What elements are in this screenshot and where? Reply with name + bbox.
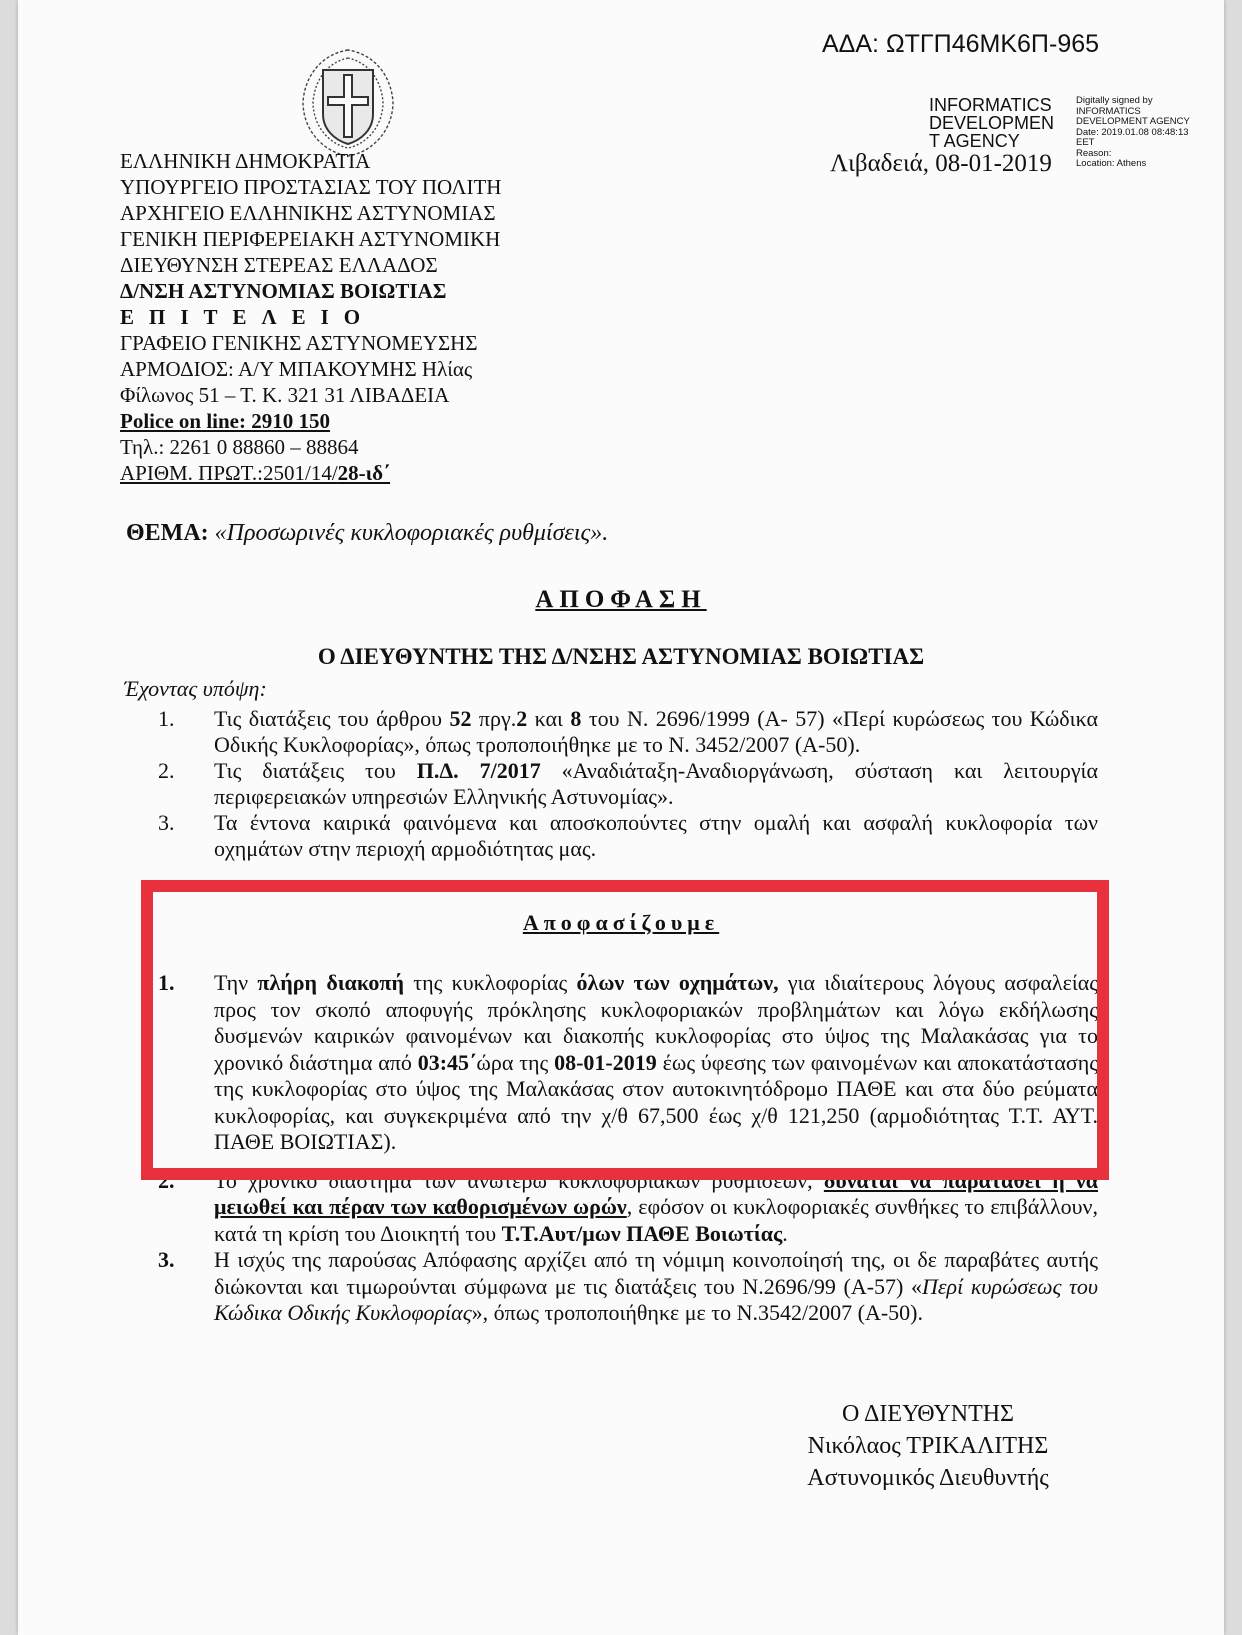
considerations-list	[158, 706, 1098, 862]
decision-item: 2. Το χρονικό διάστημα των ανωτέρω κυκλοφοριακών ρυθμίσεων, δύναται να παραταθεί ή να μειωθεί και πέραν των καθορισμένων ωρών, εφόσον οι κυκλοφοριακές συνθήκες το επιβάλλουν, κατά τη κρίση του Διοικητή του Τ.Τ.Αυτ/μων ΠΑΘΕ Βοιωτίας.	[158, 1167, 1098, 1246]
digital-signature-details: Digitally signed by INFORMATICS DEVELOPMENT AGENCY Date: 2019.01.08 08:48:13 EET Reason: Location: Athens	[1076, 95, 1190, 169]
decision-item: 3. Η ισχύς της παρούσας Απόφασης αρχίζει από τη νόμιμη κοινοποίησή της, οι δε παραβάτες αυτής διώκονται και τιμωρούνται σύμφωνα με τις διατάξεις του Ν.2696/99 (Α-57) «Περί κυρώσεως του Κώδικα Οδικής Κυκλοφορίας», όπως τροποποιήθηκε με το Ν.3542/2007 (Α-50).	[158, 1247, 1098, 1325]
resolve-title: Αποφασίζουμε	[522, 910, 720, 935]
ada-code: ΑΔΑ: ΩΤΓΠ46ΜΚ6Π-965	[822, 30, 1100, 58]
decision-item: 1. Την πλήρη διακοπή της κυκλοφορίας όλων των οχημάτων, για ιδιαίτερους λόγους ασφαλείας προς τον σκοπό αποφυγής πρόκλησης κυκλοφοριακών προβλημάτων και λόγω εκδήλωσης δυσμενών καιρικών φαινομένων και διακοπής κυκλοφορίας στο ύψος της Μαλακάσας για το χρονικό διάστημα από 03:45΄ώρα της 08-01-2019 έως ύφεσης των φαινομένων και αποκατάστασης της κυκλοφορίας στο ύψος της Μαλακάσας στον αυτοκινητόδρομο ΠΑΘΕ και στα δύο ρεύματα κυκλοφορίας, και συγκεκριμένα από την χ/θ 67,500 έως χ/θ 121,250 (αρμοδιότητας Τ.Τ. ΑΥΤ. ΠΑΘΕ ΒΟΙΩΤΙΑΣ).	[158, 970, 1098, 1154]
document-page	[18, 0, 1224, 1635]
greek-emblem-icon	[293, 44, 403, 162]
consideration-item: 2. Τις διατάξεις του Π.Δ. 7/2017 «Αναδιάταξη-Αναδιοργάνωση, σύσταση και λειτουργία περιφερειακών υπηρεσιών Ελληνικής Αστυνομίας».	[158, 758, 1098, 809]
consideration-item: 3. Τα έντονα καιρικά φαινόμενα και αποσκοπούντες στην ομαλή και ασφαλή κυκλοφορία των οχημάτων στην περιοχή αρμοδιότητας μας.	[158, 810, 1098, 861]
subject-line: ΘΕΜΑ: «Προσωρινές κυκλοφοριακές ρυθμίσεις».	[126, 520, 609, 546]
consideration-item: 1. Τις διατάξεις του άρθρου 52 πργ.2 και 8 του Ν. 2696/1999 (Α- 57) «Περί κυρώσεως του Κώδικα Οδικής Κυκλοφορίας», όπως τροποποιήθηκε με το Ν. 3452/2007 (Α-50).	[158, 706, 1099, 757]
place-date: Λιβαδειά, 08-01-2019	[830, 150, 1052, 177]
protocol-number: ΑΡΙΘΜ. ΠΡΩΤ.:2501/14/28-ιδ΄	[120, 461, 391, 485]
staff-label: ΕΠΙΤΕΛΕΙΟ	[120, 305, 376, 329]
police-online: Police on line: 2910 150	[120, 409, 330, 433]
issuer-header: ΕΛΛΗΝΙΚΗ ΔΗΜΟΚΡΑΤΙΑ ΥΠΟΥΡΓΕΙΟ ΠΡΟΣΤΑΣΙΑΣ ΤΟΥ ΠΟΛΙΤΗ ΑΡΧΗΓΕΙΟ ΕΛΛΗΝΙΚΗΣ ΑΣΤΥΝΟΜΙΑΣ ΓΕΝΙΚΗ ΠΕΡΙΦΕΡΕΙΑΚΗ ΑΣΤΥΝΟΜΙΚΗ ΔΙΕΥΘΥΝΣΗ ΣΤΕΡΕΑΣ ΕΛΛΑΔΟΣ Δ/ΝΣΗ ΑΣΤΥΝΟΜΙΑΣ ΒΟΙΩΤΙΑΣ ΕΠΙΤΕΛΕΙΟ ΓΡΑΦΕΙΟ ΓΕΝΙΚΗΣ ΑΣΤΥΝΟΜΕΥΣΗΣ ΑΡΜΟΔΙΟΣ: Α/Υ ΜΠΑΚΟΥΜΗΣ Ηλίας Φίλωνος 51 – Τ. Κ. 321 31 ΛΙΒΑΔΕΙΑ Police on line: 2910 150 Τηλ.: 2261 0 88860 – 88864 ΑΡΙΘΜ. ΠΡΩΤ.:2501/14/28-ιδ΄	[120, 149, 502, 485]
decision-title: ΑΠΟΦΑΣΗ	[535, 586, 707, 613]
considering-label: Έχοντας υπόψη:	[124, 676, 267, 701]
department-name: Δ/ΝΣΗ ΑΣΤΥΝΟΜΙΑΣ ΒΟΙΩΤΙΑΣ	[120, 279, 447, 303]
signature-block: Ο ΔΙΕΥΘΥΝΤΗΣ Νικόλαος ΤΡΙΚΑΛΙΤΗΣ Αστυνομικός Διευθυντής	[807, 1401, 1049, 1491]
digital-signature-name: INFORMATICS DEVELOPMEN T AGENCY	[929, 95, 1055, 151]
highlight-box	[141, 880, 1109, 1180]
director-title: Ο ΔΙΕΥΘΥΝΤΗΣ ΤΗΣ Δ/ΝΣΗΣ ΑΣΤΥΝΟΜΙΑΣ ΒΟΙΩΤΙΑΣ	[317, 644, 925, 669]
